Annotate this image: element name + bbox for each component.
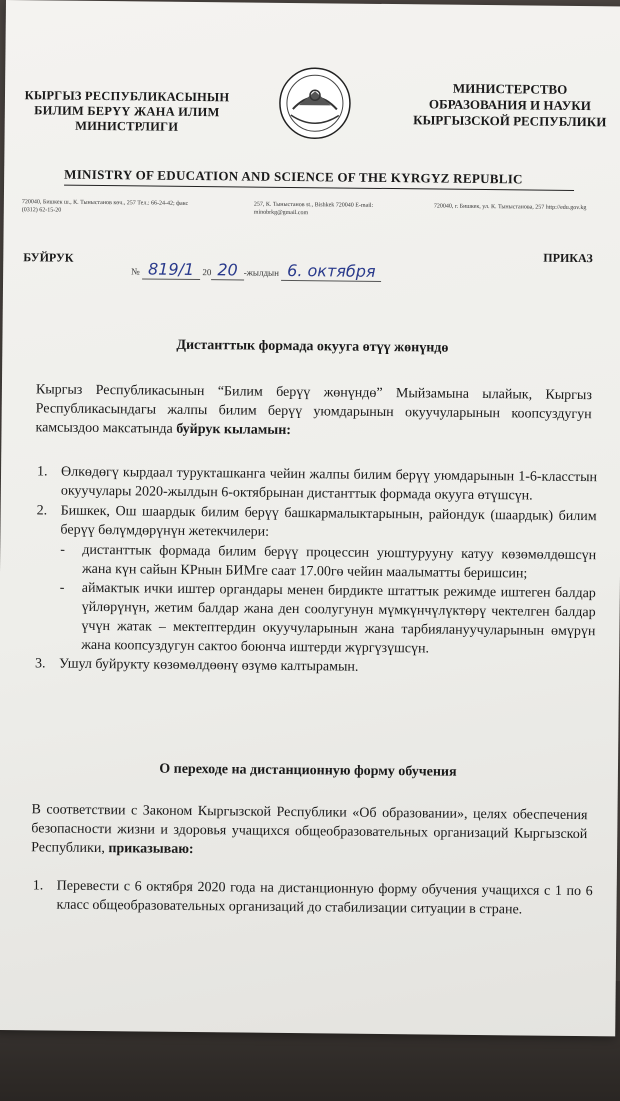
item-text: Перевести с 6 октября 2020 года на дистанционную форму обучения учащихся с 1 по 6 класс общеобразовательных организаций до стабилизации ситуации в стране. xyxy=(56,878,593,918)
header-right-line: МИНИСТЕРСТВО xyxy=(452,80,568,97)
ministry-english-title: MINISTRY OF EDUCATION AND SCIENCE OF THE KYRGYZ REPUBLIC xyxy=(64,167,574,191)
year-prefix: 20 xyxy=(202,267,212,278)
header-left-line: БИЛИМ БЕРҮҮ ЖАНА ИЛИМ xyxy=(34,103,220,120)
header-left-line: КЫРГЫЗ РЕСПУБЛИКАСЫНЫН xyxy=(24,88,230,105)
contact-english: 257, К. Тыныстанов st., Bishkek 720040 E-mail: minobrkg@gmail.com xyxy=(253,201,374,217)
sub-item xyxy=(60,541,596,585)
contact-russian: 720040, г. Бишкек, ул. К. Тыныстанова, 257 http://edu.gov.kg xyxy=(433,203,587,212)
kyrgyz-order-list xyxy=(35,462,597,680)
item-text: Бишкек, Ош шаардык билим берүү башкармалыктарынын, райондук (шаардык) билим берүү бөлүмдөрүнүн жетекчилери: xyxy=(60,503,597,540)
buyruk-label: БУЙРУК xyxy=(23,250,74,265)
header-left-line: МИНИСТРЛИГИ xyxy=(75,118,179,134)
russian-preamble-text: В соответствии с Законом Кыргызской Республики «Об образовании», целях обеспечения безопасности жизни и здоровья учащихся общеобразовательных организаций Кыргызской Республики, xyxy=(31,802,588,857)
item-number: 2. xyxy=(36,503,48,519)
kyrgyz-decree-phrase: буйрук кыламын: xyxy=(176,421,292,439)
item-number: 1. xyxy=(36,464,48,480)
bullet-dash: - xyxy=(59,580,65,596)
header-russian xyxy=(395,80,620,130)
order-year: 20 xyxy=(211,260,244,280)
russian-title: О переходе на дистанционную форму обучения xyxy=(159,761,457,780)
prikaz-label: ПРИКАЗ xyxy=(543,250,593,266)
state-emblem-icon xyxy=(277,65,354,142)
item-number: 3. xyxy=(34,656,46,672)
sub-item xyxy=(59,579,596,661)
header-kyrgyz xyxy=(7,88,247,136)
header-right-line: КЫРГЫЗСКОЙ РЕСПУБЛИКИ xyxy=(413,112,607,130)
item-number: 1. xyxy=(32,878,44,894)
contact-kyrgyz: 720040, Бишкек ш., К. Тыныстанов көч., 257 Тел.: 66-24-42; факс (0312) 62-15-20 xyxy=(21,199,189,214)
sub-item-text: аймактык ички иштер органдары менен бирдикте штаттык режимде иштеген балдар үйлөрүнүн, жетим балдар жана ден соолугунун мүмкүнчүлүктөрү чектелген балдар үчүн жатак – мектептердин окуучуларынын жана тарбиялануучуларынын өмүрүн жана коопсуздугун сактоо боюнча иштерди жүргүзүшсүн. xyxy=(81,580,596,657)
list-item xyxy=(37,462,597,506)
year-suffix: -жылдын xyxy=(243,267,279,278)
list-item xyxy=(32,876,592,920)
order-number: 819/1 xyxy=(142,259,200,280)
russian-order-list xyxy=(32,876,592,921)
kyrgyz-title: Дистанттык формада окууга өтүү жөнүндө xyxy=(176,337,449,356)
number-prefix: № xyxy=(131,266,140,277)
list-item xyxy=(36,501,596,545)
kyrgyz-preamble-text: Кыргыз Республикасынын “Билим берүү жөнүндө” Мыйзамына ылайык, Кыргыз Республикасындагы жалпы билим берүү уюмдарынын окуучуларынын коопсуздугун камсыздоо максатында xyxy=(35,382,592,437)
bullet-dash: - xyxy=(60,542,65,558)
russian-decree-phrase: приказываю: xyxy=(108,841,194,858)
russian-preamble xyxy=(31,800,588,863)
kyrgyz-preamble xyxy=(35,380,592,443)
item-text: Өлкөдөгү кырдаал турукташканга чейин жалпы билим берүү уюмдарынын 1-6-класстын окуучулары 2020-жылдын 6-октябрынан дистанттык формада окууга өтүшсүн. xyxy=(60,464,598,504)
sub-item-text: дистанттык формада билим берүү процессин уюштурууну катуу көзөмөлдөшсүн жана күн сайын КРнын БИМге саат 17.00гө чейин маалыматты беришсин; xyxy=(81,542,597,582)
order-date: 6. октября xyxy=(281,261,382,282)
item-text: Ушул буйрукту көзөмөлдөөнү өзүмө калтырамын. xyxy=(58,656,359,675)
header-right-line: ОБРАЗОВАНИЯ И НАУКИ xyxy=(428,96,591,114)
order-number-line xyxy=(131,259,382,282)
